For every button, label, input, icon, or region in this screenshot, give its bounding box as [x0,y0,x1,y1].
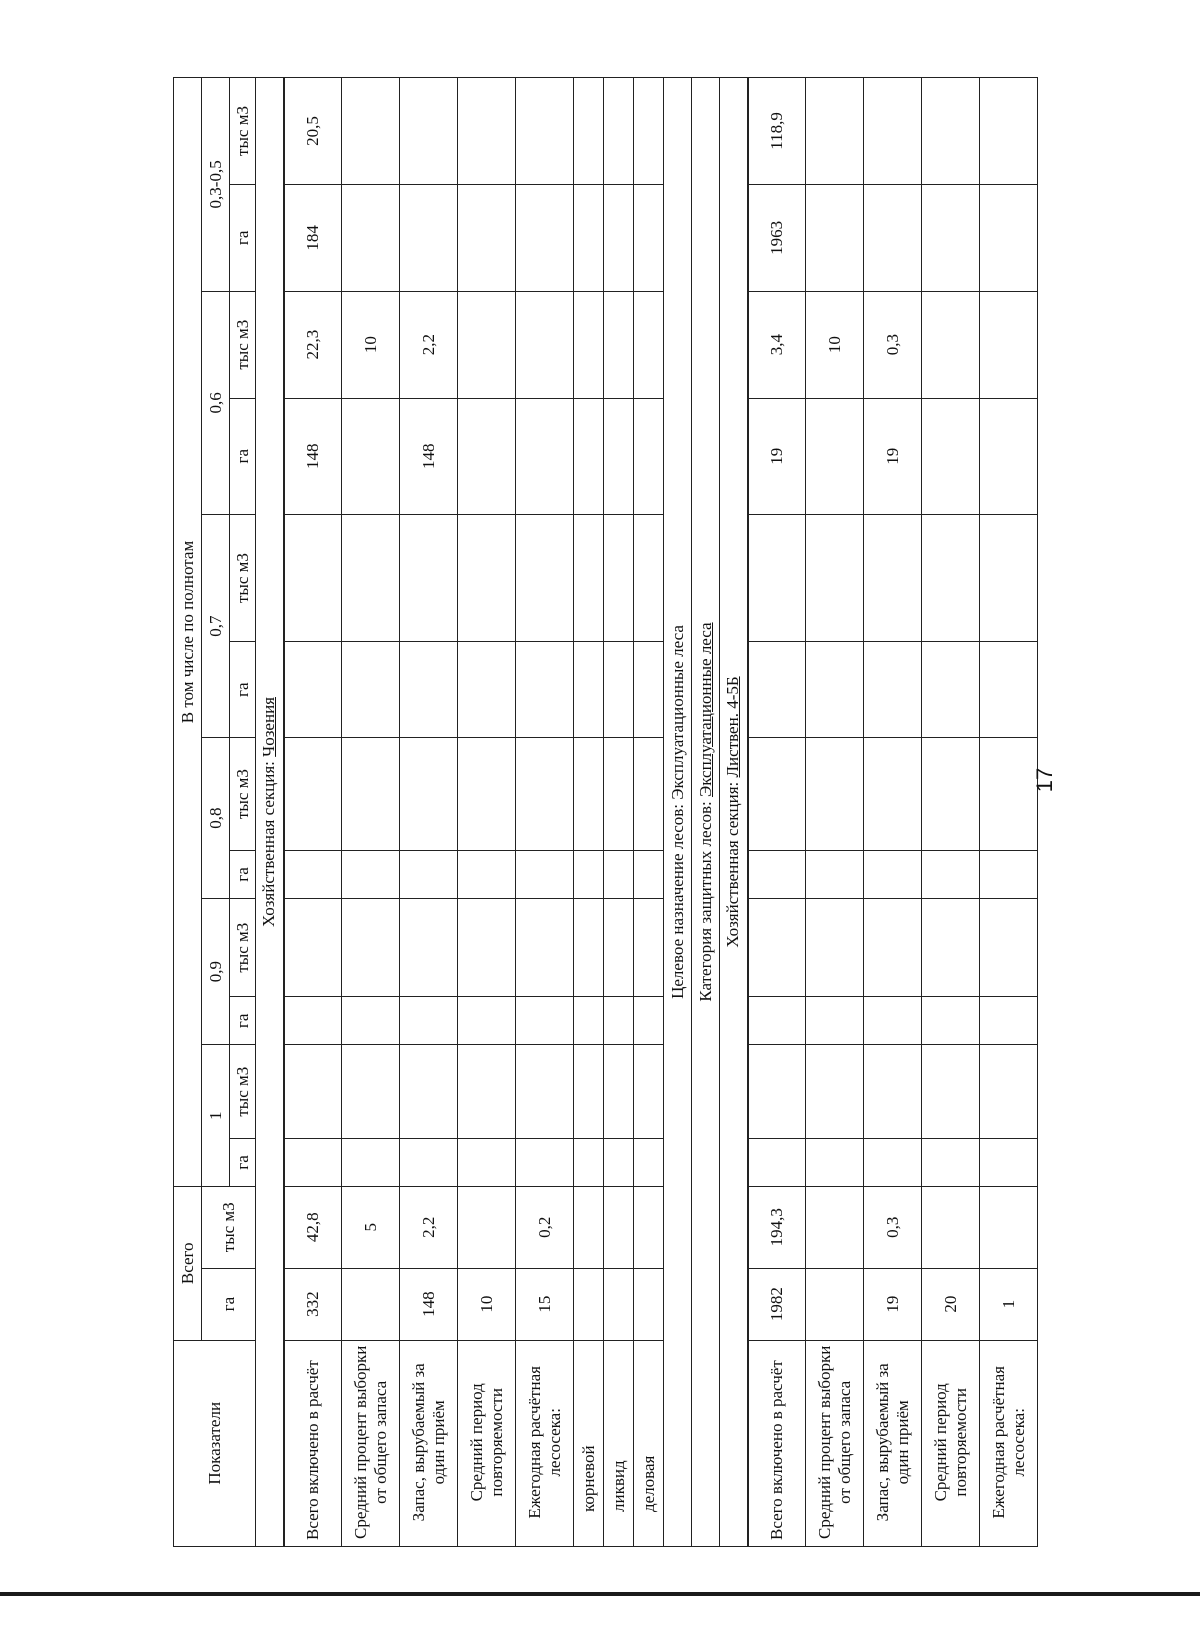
header-total-ha: га [202,1268,256,1340]
section-heading-2: Хозяйственная секция: Листвен. 4-5Б [720,78,748,1547]
unit-ha: га [230,850,256,898]
table-row [516,78,574,1547]
header-density-09: 0,9 [202,898,230,1044]
row-label: Запас, вырубаемый за один приём [400,1340,458,1546]
table-row [604,78,634,1547]
row-label: Средний процент выборки от общего запаса [342,1340,400,1546]
row-label: Средний период повторяемости [458,1340,516,1546]
unit-ha: га [230,1138,256,1186]
table-row [400,78,458,1547]
cell: 15 [516,1268,574,1340]
cell: 332 [284,1268,342,1340]
row-label: Всего включено в расчёт [748,1340,806,1546]
unit-m3: тыс м3 [230,514,256,641]
unit-ha: га [230,184,256,291]
section-row [256,78,284,1547]
cell: 19 [748,398,806,514]
header-density-06: 0,6 [202,291,230,514]
row-label: деловая [634,1340,664,1546]
row-label: ликвид [604,1340,634,1546]
cell: 20,5 [284,78,342,185]
cell: 1 [980,1268,1038,1340]
row-label: Всего включено в расчёт [284,1340,342,1546]
cell: 5 [342,1186,400,1268]
cell: 0,3 [864,1186,922,1268]
table-row [980,78,1038,1547]
table-row [864,78,922,1547]
unit-m3: тыс м3 [230,738,256,851]
table-row [634,78,664,1547]
header-row-2 [202,78,230,1547]
cell: 19 [864,398,922,514]
table-row [284,78,342,1547]
category-line: Категория защитных лесов: Эксплуатационные леса [692,78,720,1547]
cell: 19 [864,1268,922,1340]
header-total-m3: тыс м3 [202,1186,256,1268]
cell: 42,8 [284,1186,342,1268]
cell: 148 [400,398,458,514]
row-label: Средний процент выборки от общего запаса [806,1340,864,1546]
header-by-density: В том числе по полнотам [174,78,202,1187]
allowable-cut-table [173,77,1038,1547]
rotated-sheet [173,77,1028,1547]
section-heading-1: Хозяйственная секция: Чозения [256,78,284,1547]
cell: 0,2 [516,1186,574,1268]
unit-m3: тыс м3 [230,78,256,185]
unit-ha: га [230,398,256,514]
unit-m3: тыс м3 [230,291,256,398]
unit-m3: тыс м3 [230,898,256,996]
section-row [664,78,692,1547]
table-row [574,78,604,1547]
cell: 194,3 [748,1186,806,1268]
bottom-scan-rule [0,1592,1200,1596]
cell: 10 [806,291,864,398]
header-density-03-05: 0,3-0,5 [202,78,230,292]
cell: 0,3 [864,291,922,398]
table-row [342,78,400,1547]
cell: 1963 [748,184,806,291]
cell: 22,3 [284,291,342,398]
unit-ha: га [230,997,256,1045]
row-label: Ежегодная расчётная лесосека: [980,1340,1038,1546]
header-total: Всего [174,1186,202,1340]
table-row [922,78,980,1547]
header-density-1: 1 [202,1045,230,1187]
row-label: корневой [574,1340,604,1546]
section-row [692,78,720,1547]
purpose-line: Целевое назначение лесов: Эксплуатационные леса [664,78,692,1547]
table-row [748,78,806,1547]
cell: 10 [458,1268,516,1340]
cell: 118,9 [748,78,806,185]
page-number: 17 [1032,767,1057,793]
cell: 2,2 [400,291,458,398]
row-label: Ежегодная расчётная лесосека: [516,1340,574,1546]
header-density-08: 0,8 [202,738,230,899]
cell: 1982 [748,1268,806,1340]
cell: 2,2 [400,1186,458,1268]
table-row [458,78,516,1547]
header-indicators: Показатели [174,1340,256,1546]
row-label: Запас, вырубаемый за один приём [864,1340,922,1546]
cell: 148 [400,1268,458,1340]
section-row [720,78,748,1547]
header-row-1 [174,78,202,1547]
header-density-07: 0,7 [202,514,230,737]
cell: 3,4 [748,291,806,398]
row-label: Средний период повторяемости [922,1340,980,1546]
unit-ha: га [230,642,256,738]
unit-m3: тыс м3 [230,1045,256,1139]
cell: 10 [342,291,400,398]
cell: 184 [284,184,342,291]
cell: 148 [284,398,342,514]
cell: 20 [922,1268,980,1340]
table-row [806,78,864,1547]
